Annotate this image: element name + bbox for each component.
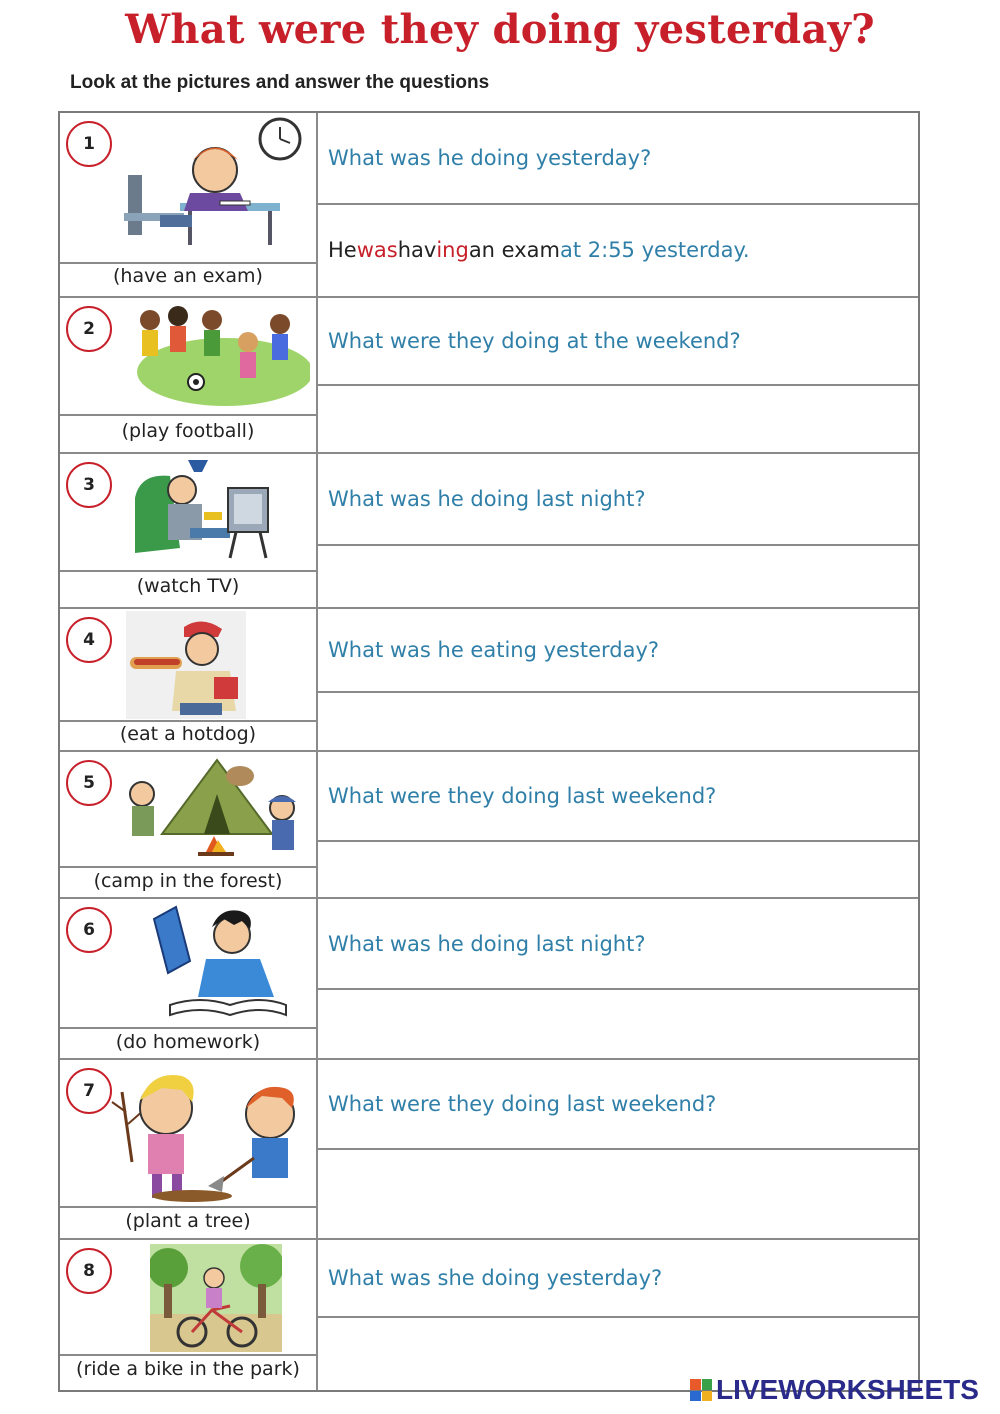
question-cell (318, 752, 918, 842)
answer-field[interactable] (318, 205, 918, 294)
question-text: What were they doing last weekend? (328, 784, 717, 808)
item-number: 3 (66, 462, 112, 508)
item-caption: (camp in the forest) (93, 870, 283, 892)
item-caption: (eat a hotdog) (119, 723, 257, 745)
answer-field[interactable] (318, 990, 918, 1058)
picture-cell (60, 1060, 316, 1208)
picture-cell (60, 454, 316, 572)
item-number: 1 (66, 121, 112, 167)
question-text: What was she doing yesterday? (328, 1266, 663, 1290)
picture-column (60, 1060, 318, 1238)
boy-homework-book-icon (150, 901, 290, 1025)
boy-exam-clock-icon (120, 115, 310, 260)
kids-camping-tent-icon (122, 754, 312, 866)
item-number: 7 (66, 1068, 112, 1114)
picture-cell (60, 752, 316, 868)
item-number: 4 (66, 617, 112, 663)
picture-column (60, 454, 318, 607)
item-caption: (have an exam) (113, 265, 263, 287)
liveworksheets-logo (690, 1373, 995, 1407)
man-eating-hotdog-icon (126, 611, 246, 719)
answer-field[interactable] (318, 693, 918, 750)
picture-column (60, 609, 318, 750)
worksheet-table (58, 111, 920, 1392)
answer-part: was (356, 237, 398, 262)
question-text: What were they doing last weekend? (328, 1092, 717, 1116)
answer-field[interactable] (318, 386, 918, 452)
picture-column (60, 899, 318, 1058)
exercise-row-5 (60, 750, 918, 897)
question-cell (318, 1060, 918, 1150)
kids-planting-tree-icon (82, 1062, 314, 1204)
exercise-row-8 (60, 1238, 918, 1390)
kids-football-icon (130, 302, 310, 414)
picture-column (60, 752, 318, 897)
exercise-row-1 (60, 113, 918, 296)
exercise-row-3 (60, 452, 918, 607)
picture-cell (60, 113, 316, 264)
logo-text: LIVEWORKSHEETS (716, 1374, 979, 1405)
question-cell (318, 113, 918, 205)
picture-cell (60, 609, 316, 722)
item-caption: (do homework) (115, 1031, 261, 1053)
exercise-row-4 (60, 607, 918, 750)
picture-column (60, 1240, 318, 1390)
picture-cell (60, 298, 316, 416)
question-text: What was he doing last night? (328, 931, 646, 956)
item-caption: (plant a tree) (125, 1210, 251, 1232)
question-cell (318, 1240, 918, 1318)
picture-column (60, 298, 318, 452)
item-number: 2 (66, 306, 112, 352)
item-caption: (watch TV) (136, 575, 240, 597)
item-caption: (play football) (121, 420, 255, 442)
picture-cell (60, 1240, 316, 1356)
item-number: 5 (66, 760, 112, 806)
answer-part: ing (436, 237, 469, 262)
question-text: What were they doing at the weekend? (328, 329, 741, 353)
question-cell (318, 899, 918, 990)
question-text: What was he doing yesterday? (328, 146, 652, 170)
girl-bike-park-icon (150, 1244, 282, 1352)
exercise-row-2 (60, 296, 918, 452)
answer-field[interactable] (318, 1150, 918, 1238)
liveworksheets-mark-icon (690, 1379, 712, 1401)
picture-cell (60, 899, 316, 1029)
item-number: 8 (66, 1248, 112, 1294)
answer-field[interactable] (318, 546, 918, 607)
question-text: What was he eating yesterday? (328, 638, 660, 662)
item-caption: (ride a bike in the park) (76, 1358, 300, 1380)
answer-part: He (328, 237, 357, 262)
answer-part: hav (397, 237, 437, 262)
exercise-row-6 (60, 897, 918, 1058)
answer-field[interactable] (318, 842, 918, 897)
worksheet-title: What were they doing yesterday? (125, 6, 875, 53)
instructions: Look at the pictures and answer the questions (70, 72, 490, 93)
question-text: What was he doing last night? (328, 487, 646, 511)
question-cell (318, 454, 918, 546)
question-cell (318, 609, 918, 693)
picture-column (60, 113, 318, 296)
answer-part: at 2:55 yesterday. (559, 237, 750, 262)
question-cell (318, 298, 918, 386)
answer-part: an exam (468, 237, 560, 262)
item-number: 6 (66, 907, 112, 953)
man-watching-tv-icon (130, 458, 280, 568)
exercise-row-7 (60, 1058, 918, 1238)
